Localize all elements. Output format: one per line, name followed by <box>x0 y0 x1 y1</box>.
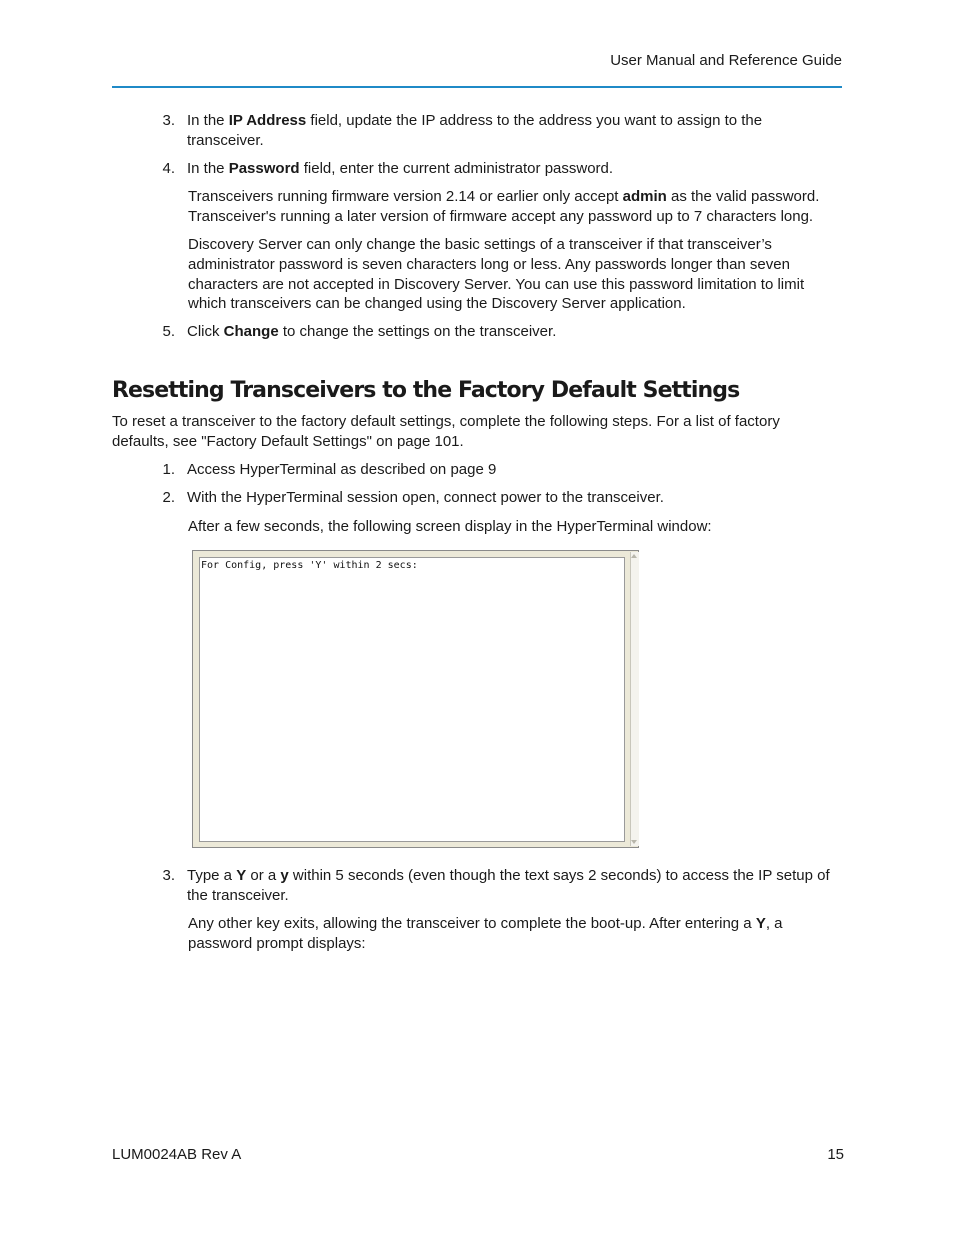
text-run: the transceiver. <box>187 887 289 904</box>
text-run: characters are not accepted in Discovery Server. You can use this password limitation to limit <box>188 276 805 293</box>
text-run: administrator password is seven characters long or less. Any passwords longer than seven <box>188 256 790 273</box>
reset-step-2: With the HyperTerminal session open, connect power to the transceiver. <box>187 489 664 506</box>
step-number: 4. <box>162 160 175 177</box>
step-number: 3. <box>162 112 175 129</box>
bold-term: Y <box>236 867 247 884</box>
reset-step-1: Access HyperTerminal as described on page 9 <box>187 461 497 478</box>
section-intro-line-1: To reset a transceiver to the factory default settings, complete the following steps. For a list of factory <box>112 413 780 430</box>
text-run: Transceiver's running a later version of firmware accept any password up to 7 characters long. <box>188 208 814 225</box>
step-4-line-1 <box>187 159 613 179</box>
type-y-line-2 <box>187 886 289 906</box>
step-number: 5. <box>162 323 175 340</box>
text-run: , a <box>765 915 783 932</box>
text-run: Type a <box>187 867 237 884</box>
hyperterminal-screen <box>199 557 625 842</box>
text-run: In the <box>187 112 229 129</box>
step-3-line-1 <box>187 111 762 131</box>
header-rule <box>112 86 842 88</box>
note-discovery-line-2 <box>188 255 790 275</box>
scroll-up-icon[interactable] <box>630 552 638 560</box>
type-y-line-1 <box>187 866 830 886</box>
running-header: User Manual and Reference Guide <box>610 52 842 69</box>
note-discovery-line-4 <box>188 294 686 314</box>
text-run: field, enter the current administrator password. <box>299 160 614 177</box>
text-run: Click <box>187 323 224 340</box>
bold-term: admin <box>622 188 667 205</box>
text-run: to change the settings on the transceiver. <box>278 323 557 340</box>
text-run: Any other key exits, allowing the transceiver to complete the boot-up. After entering a <box>188 915 756 932</box>
note-discovery-line-3 <box>188 275 804 295</box>
scroll-down-icon[interactable] <box>630 838 638 846</box>
step-5-line-1 <box>187 322 556 342</box>
hyperterminal-output: For Config, press 'Y' within 2 secs: <box>201 560 418 571</box>
footer-doc-id: LUM0024AB Rev A <box>112 1146 242 1163</box>
footer-page-number: 15 <box>827 1146 844 1163</box>
other-key-line-1 <box>188 914 783 934</box>
bold-term: y <box>280 867 289 884</box>
text-run: as the valid password. <box>666 188 820 205</box>
section-intro-line-2: defaults, see "Factory Default Settings" on page 101. <box>112 433 464 450</box>
step-number: 2. <box>162 489 175 506</box>
step-number: 3. <box>162 867 175 884</box>
bold-term: Password <box>228 160 300 177</box>
after-step-2-text: After a few seconds, the following screen display in the HyperTerminal window: <box>188 518 712 535</box>
note-discovery-line-1 <box>188 235 772 255</box>
bold-term: IP Address <box>228 112 307 129</box>
text-run: field, update the IP address to the address you want to assign to the <box>306 112 763 129</box>
other-key-line-2 <box>188 934 366 954</box>
bold-term: Change <box>223 323 279 340</box>
text-run: Discovery Server can only change the basic settings of a transceiver if that transceiver’s <box>188 236 772 253</box>
text-run: which transceivers can be changed using the Discovery Server application. <box>188 295 686 312</box>
bold-term: Y <box>755 915 766 932</box>
text-run: Transceivers running firmware version 2.14 or earlier only accept <box>188 188 623 205</box>
text-run: password prompt displays: <box>188 935 366 952</box>
section-heading: Resetting Transceivers to the Factory Default Settings <box>112 378 740 403</box>
step-number: 1. <box>162 461 175 478</box>
text-run: transceiver. <box>187 132 264 149</box>
note-firmware-line-1 <box>188 187 819 207</box>
text-run: within 5 seconds (even though the text says 2 seconds) to access the IP setup of <box>288 867 830 884</box>
step-3-line-2 <box>187 131 264 151</box>
vertical-scrollbar[interactable] <box>630 552 639 846</box>
text-run: In the <box>187 160 229 177</box>
note-firmware-line-2 <box>188 207 813 227</box>
text-run: or a <box>246 867 281 884</box>
